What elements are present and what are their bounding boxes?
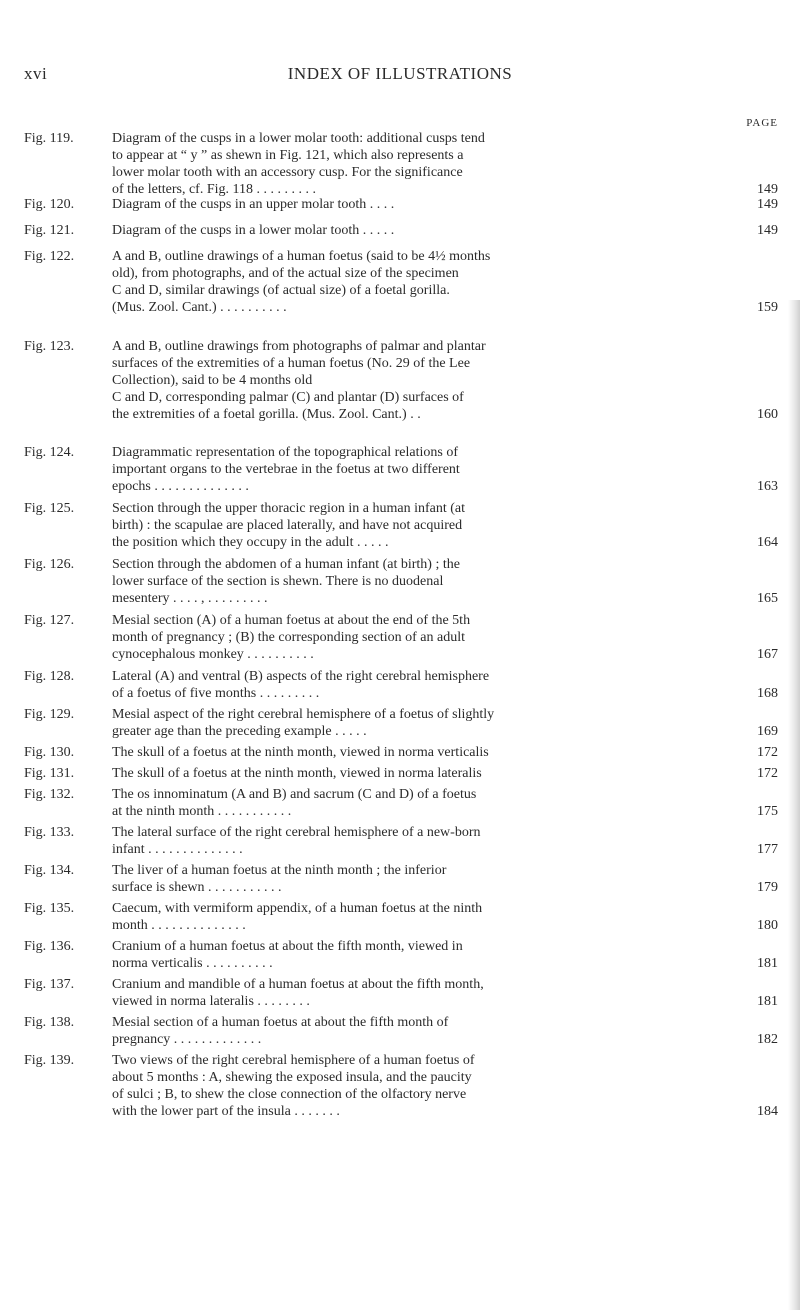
- description-line: Lateral (A) and ventral (B) aspects of the right cerebral hemisphere: [112, 669, 490, 684]
- description-line: surface is shewn . . . . . . . . . . .: [112, 880, 282, 895]
- page-reference: 149: [757, 182, 778, 197]
- description-line: greater age than the preceding example . . . . .: [112, 724, 367, 739]
- page-reference: 169: [757, 724, 778, 739]
- description-line: to appear at “ y ” as shewn in Fig. 121, which also represents a: [112, 148, 464, 163]
- description-line: month of pregnancy ; (B) the corresponding section of an adult: [112, 630, 466, 645]
- description-line: Two views of the right cerebral hemisphere of a human foetus of: [112, 1053, 475, 1068]
- page-reference: 181: [757, 994, 778, 1009]
- figure-number: Fig. 120.: [24, 197, 75, 212]
- page-reference: 164: [757, 535, 778, 550]
- figure-description: [112, 862, 697, 896]
- figure-number: Fig. 134.: [24, 863, 75, 878]
- figure-description: [112, 222, 697, 239]
- description-line: month . . . . . . . . . . . . . .: [112, 918, 246, 933]
- page-reference: 179: [757, 880, 778, 895]
- description-line: at the ninth month . . . . . . . . . . .: [112, 804, 292, 819]
- description-line: cynocephalous monkey . . . . . . . . . .: [112, 647, 314, 662]
- page-reference: 168: [757, 686, 778, 701]
- description-line: old), from photographs, and of the actual size of the specimen: [112, 266, 459, 281]
- figure-number: Fig. 137.: [24, 977, 75, 992]
- figure-number: Fig. 119.: [24, 131, 74, 146]
- description-line: lower surface of the section is shewn. There is no duodenal: [112, 574, 444, 589]
- description-line: Mesial aspect of the right cerebral hemisphere of a foetus of slightly: [112, 707, 495, 722]
- page-reference: 177: [757, 842, 778, 857]
- description-line: pregnancy . . . . . . . . . . . . .: [112, 1032, 262, 1047]
- page-column-label: PAGE: [746, 117, 778, 129]
- page-reference: 181: [757, 956, 778, 971]
- description-line: infant . . . . . . . . . . . . . .: [112, 842, 243, 857]
- description-line: The skull of a foetus at the ninth month, viewed in norma lateralis: [112, 766, 482, 781]
- figure-number: Fig. 124.: [24, 445, 75, 460]
- description-line: the position which they occupy in the adult . . . . .: [112, 535, 389, 550]
- figure-description: [112, 556, 697, 607]
- figure-number: Fig. 130.: [24, 745, 75, 760]
- description-line: with the lower part of the insula . . . . . . .: [112, 1104, 340, 1119]
- page-reference: 175: [757, 804, 778, 819]
- figure-number: Fig. 138.: [24, 1015, 75, 1030]
- page-reference: 165: [757, 591, 778, 606]
- figure-description: [112, 786, 697, 820]
- description-line: of sulci ; B, to shew the close connection of the olfactory nerve: [112, 1087, 467, 1102]
- figure-description: [112, 765, 697, 782]
- description-line: Collection), said to be 4 months old: [112, 373, 313, 388]
- figure-number: Fig. 122.: [24, 249, 75, 264]
- description-line: The skull of a foetus at the ninth month, viewed in norma verticalis: [112, 745, 489, 760]
- figure-description: [112, 444, 697, 495]
- description-line: The liver of a human foetus at the ninth month ; the inferior: [112, 863, 447, 878]
- figure-description: [112, 824, 697, 858]
- description-line: (Mus. Zool. Cant.) . . . . . . . . . .: [112, 300, 287, 315]
- figure-number: Fig. 132.: [24, 787, 75, 802]
- figure-number: Fig. 127.: [24, 613, 75, 628]
- figure-description: [112, 668, 697, 702]
- figure-description: [112, 976, 697, 1010]
- page-reference: 149: [757, 223, 778, 238]
- page-edge-shadow: [788, 300, 800, 1310]
- description-line: birth) : the scapulae are placed laterally, and have not acquired: [112, 518, 463, 533]
- page-reference: 167: [757, 647, 778, 662]
- figure-number: Fig. 123.: [24, 339, 75, 354]
- description-line: A and B, outline drawings from photographs of palmar and plantar: [112, 339, 486, 354]
- figure-number: Fig. 133.: [24, 825, 75, 840]
- figure-description: [112, 938, 697, 972]
- description-line: Caecum, with vermiform appendix, of a human foetus at the ninth: [112, 901, 483, 916]
- description-line: important organs to the vertebrae in the foetus at two different: [112, 462, 460, 477]
- page-number: xvi: [24, 64, 48, 83]
- page-reference: 149: [757, 197, 778, 212]
- page-reference: 180: [757, 918, 778, 933]
- description-line: lower molar tooth with an accessory cusp. For the significance: [112, 165, 463, 180]
- page-reference: 160: [757, 407, 778, 422]
- description-line: norma verticalis . . . . . . . . . .: [112, 956, 273, 971]
- page-reference: 184: [757, 1104, 778, 1119]
- page-reference: 163: [757, 479, 778, 494]
- description-line: viewed in norma lateralis . . . . . . . .: [112, 994, 310, 1009]
- running-title: INDEX OF ILLUSTRATIONS: [287, 64, 513, 83]
- figure-number: Fig. 121.: [24, 223, 75, 238]
- description-line: Diagrammatic representation of the topographical relations of: [112, 445, 458, 460]
- figure-number: Fig. 136.: [24, 939, 75, 954]
- page-header: [0, 64, 800, 90]
- page-reference: 172: [757, 745, 778, 760]
- description-line: Section through the abdomen of a human infant (at birth) ; the: [112, 557, 460, 572]
- figure-number: Fig. 129.: [24, 707, 75, 722]
- figure-number: Fig. 139.: [24, 1053, 75, 1068]
- page-reference: 172: [757, 766, 778, 781]
- description-line: A and B, outline drawings of a human foetus (said to be 4½ months: [112, 249, 491, 264]
- description-line: C and D, corresponding palmar (C) and plantar (D) surfaces of: [112, 390, 464, 405]
- figure-description: [112, 130, 697, 198]
- description-line: of a foetus of five months . . . . . . . . .: [112, 686, 320, 701]
- description-line: Diagram of the cusps in a lower molar tooth . . . . .: [112, 223, 395, 238]
- figure-description: [112, 612, 697, 663]
- figure-number: Fig. 126.: [24, 557, 75, 572]
- description-line: C and D, similar drawings (of actual size) of a foetal gorilla.: [112, 283, 450, 298]
- description-line: Diagram of the cusps in an upper molar tooth . . . .: [112, 197, 395, 212]
- page-reference: 182: [757, 1032, 778, 1047]
- figure-number: Fig. 125.: [24, 501, 75, 516]
- description-line: Section through the upper thoracic region in a human infant (at: [112, 501, 466, 516]
- page-reference: 159: [757, 300, 778, 315]
- figure-number: Fig. 131.: [24, 766, 75, 781]
- figure-number: Fig. 135.: [24, 901, 75, 916]
- figure-description: [112, 500, 697, 551]
- figure-description: [112, 196, 697, 213]
- description-line: The lateral surface of the right cerebral hemisphere of a new-born: [112, 825, 481, 840]
- description-line: mesentery . . . . , . . . . . . . . .: [112, 591, 268, 606]
- figure-description: [112, 338, 697, 423]
- figure-description: [112, 1014, 697, 1048]
- description-line: surfaces of the extremities of a human foetus (No. 29 of the Lee: [112, 356, 471, 371]
- description-line: epochs . . . . . . . . . . . . . .: [112, 479, 249, 494]
- description-line: Mesial section (A) of a human foetus at about the end of the 5th: [112, 613, 471, 628]
- description-line: of the letters, cf. Fig. 118 . . . . . . . . .: [112, 182, 317, 197]
- description-line: Cranium of a human foetus at about the fifth month, viewed in: [112, 939, 463, 954]
- description-line: Cranium and mandible of a human foetus at about the fifth month,: [112, 977, 484, 992]
- description-line: the extremities of a foetal gorilla. (Mus. Zool. Cant.) . .: [112, 407, 421, 422]
- figure-number: Fig. 128.: [24, 669, 75, 684]
- description-line: Mesial section of a human foetus at about the fifth month of: [112, 1015, 449, 1030]
- description-line: about 5 months : A, shewing the exposed insula, and the paucity: [112, 1070, 472, 1085]
- figure-description: [112, 900, 697, 934]
- figure-description: [112, 706, 697, 740]
- figure-description: [112, 248, 697, 316]
- description-line: Diagram of the cusps in a lower molar tooth: additional cusps tend: [112, 131, 485, 146]
- figure-description: [112, 744, 697, 761]
- description-line: The os innominatum (A and B) and sacrum (C and D) of a foetus: [112, 787, 477, 802]
- figure-description: [112, 1052, 697, 1120]
